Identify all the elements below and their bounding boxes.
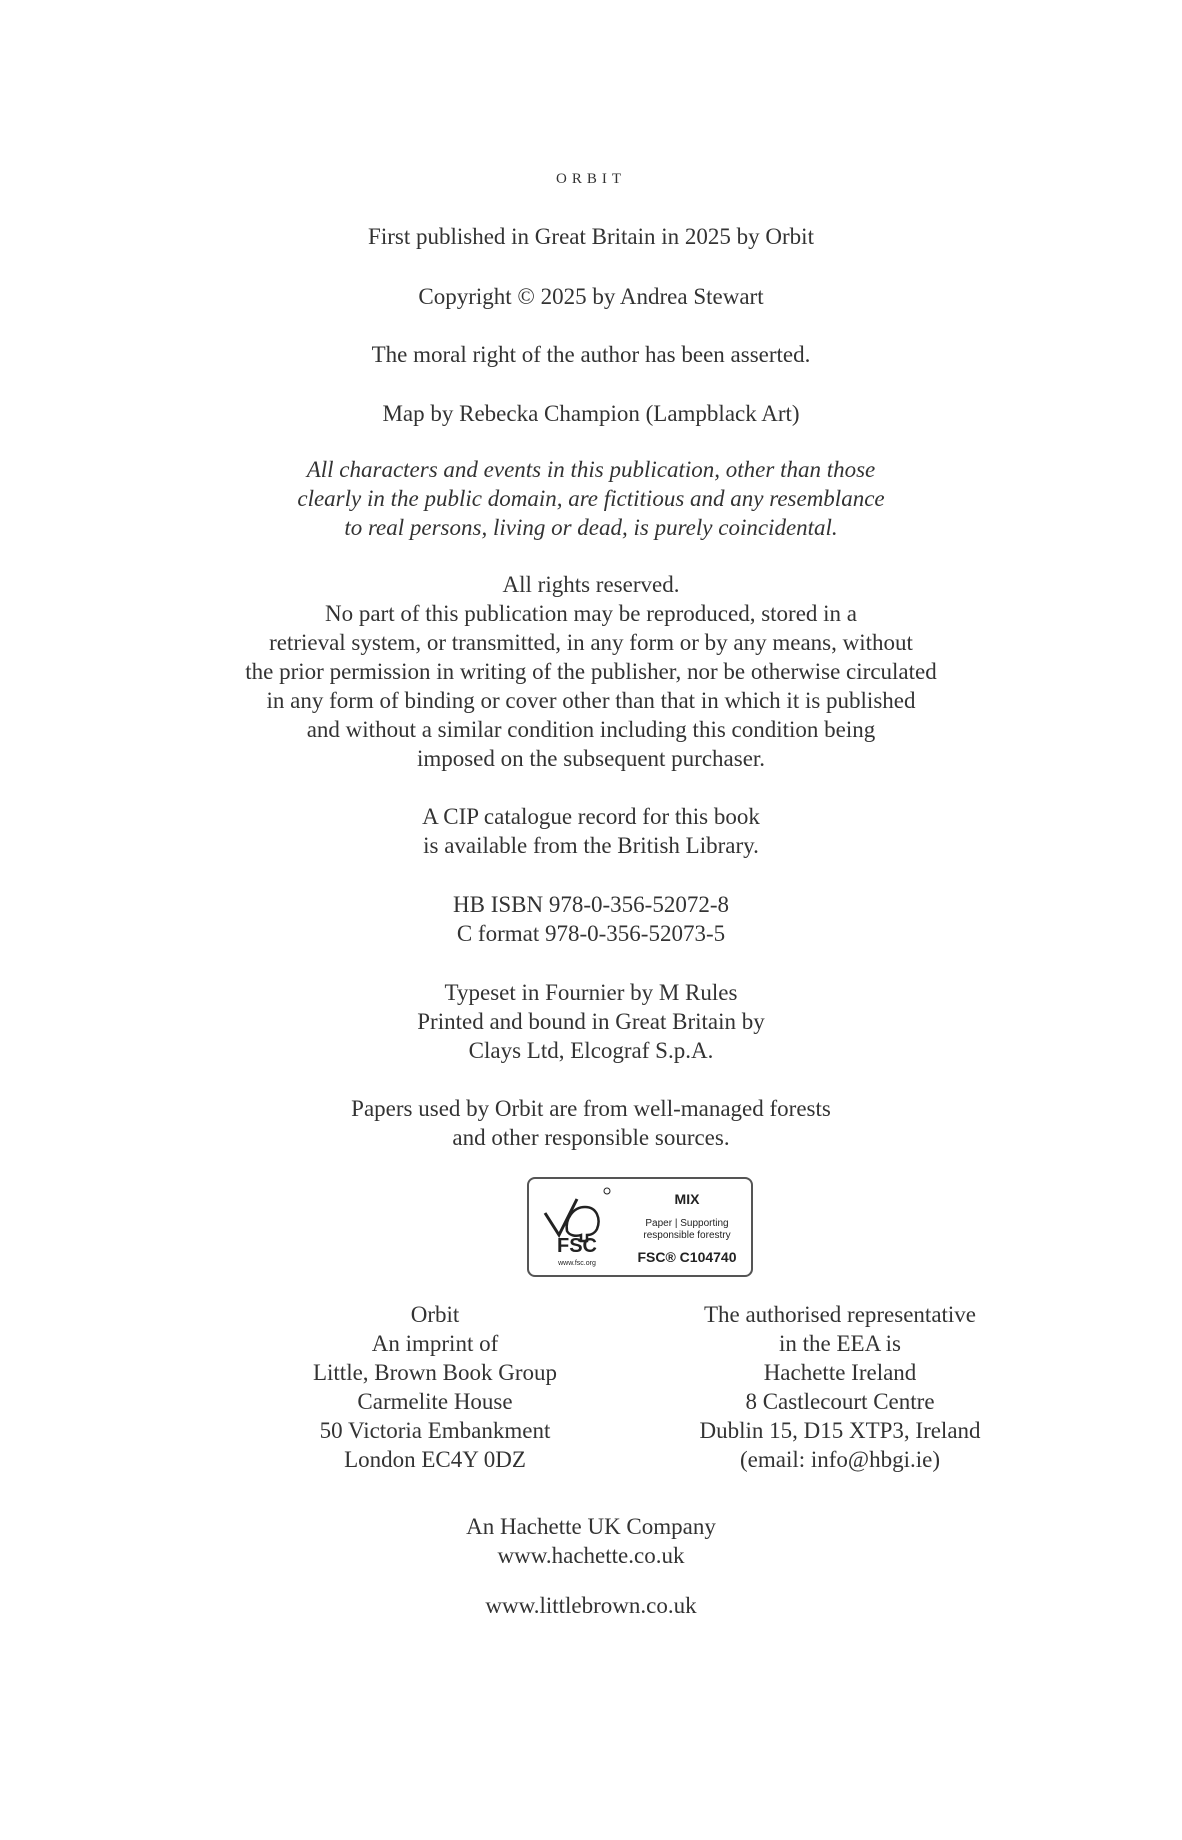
cip-line: A CIP catalogue record for this book bbox=[422, 804, 760, 829]
address-line: Little, Brown Book Group bbox=[312, 1360, 558, 1385]
map-credit-line: Map by Rebecka Champion (Lampblack Art) bbox=[382, 401, 800, 426]
address-line: London EC4Y 0DZ bbox=[344, 1447, 526, 1472]
address-line: Orbit bbox=[410, 1302, 460, 1327]
eea-representative bbox=[670, 1300, 1010, 1474]
typeset-line: Clays Ltd, Elcograf S.p.A. bbox=[468, 1038, 714, 1063]
address-line: An imprint of bbox=[371, 1331, 499, 1356]
littlebrown-url: www.littlebrown.co.uk bbox=[485, 1593, 697, 1618]
rights-line: All rights reserved. bbox=[502, 572, 680, 597]
address-line: Carmelite House bbox=[357, 1389, 513, 1414]
fsc-label bbox=[527, 1177, 753, 1277]
rights-line: and without a similar condition including this condition being bbox=[306, 717, 876, 742]
eea-line: (email: info@hbgi.ie) bbox=[739, 1447, 940, 1472]
fsc-code: FSC® C104740 bbox=[637, 1249, 737, 1265]
fsc-desc-line: responsible forestry bbox=[643, 1230, 731, 1241]
imprint-heading: ORBIT bbox=[556, 171, 626, 187]
cip-record bbox=[0, 802, 1182, 860]
copyright-line: Copyright © 2025 by Andrea Stewart bbox=[418, 284, 764, 309]
disclaimer-line: clearly in the public domain, are fictitious and any resemblance bbox=[297, 486, 885, 511]
papers-line: Papers used by Orbit are from well-managed forests bbox=[351, 1096, 831, 1121]
rights-line: imposed on the subsequent purchaser. bbox=[416, 746, 766, 771]
disclaimer-line: to real persons, living or dead, is purely coincidental. bbox=[344, 515, 838, 540]
rights-statement bbox=[0, 570, 1182, 773]
publisher-address bbox=[280, 1300, 590, 1474]
isbn-block bbox=[0, 890, 1182, 948]
fsc-url: www.fsc.org bbox=[558, 1260, 596, 1267]
cip-line: is available from the British Library. bbox=[423, 833, 759, 858]
fsc-logo-text: FSC bbox=[557, 1235, 597, 1257]
disclaimer-line: All characters and events in this publication, other than those bbox=[306, 457, 876, 482]
isbn-line: C format 978-0-356-52073-5 bbox=[456, 921, 726, 946]
eea-line: Dublin 15, D15 XTP3, Ireland bbox=[699, 1418, 981, 1443]
hachette-block bbox=[0, 1512, 1182, 1570]
rights-line: the prior permission in writing of the publisher, nor be otherwise circulated bbox=[245, 659, 937, 684]
first-published-line: First published in Great Britain in 2025 by Orbit bbox=[368, 224, 814, 249]
typeset-line: Typeset in Fournier by M Rules bbox=[444, 980, 738, 1005]
fsc-description bbox=[625, 1218, 749, 1242]
rights-line: No part of this publication may be reproduced, stored in a bbox=[324, 601, 858, 626]
fsc-desc-line: Paper | Supporting bbox=[645, 1218, 729, 1229]
address-line: 50 Victoria Embankment bbox=[319, 1418, 551, 1443]
eea-line: 8 Castlecourt Centre bbox=[745, 1389, 935, 1414]
eea-line: in the EEA is bbox=[778, 1331, 902, 1356]
fsc-mix: MIX bbox=[674, 1191, 700, 1207]
papers-statement bbox=[0, 1094, 1182, 1152]
eea-line: The authorised representative bbox=[703, 1302, 977, 1327]
moral-right-line: The moral right of the author has been asserted. bbox=[371, 342, 811, 367]
rights-line: in any form of binding or cover other than that in which it is published bbox=[266, 688, 916, 713]
isbn-line: HB ISBN 978-0-356-52072-8 bbox=[453, 892, 729, 917]
hachette-company: An Hachette UK Company bbox=[466, 1514, 716, 1539]
hachette-url: www.hachette.co.uk bbox=[497, 1543, 685, 1568]
eea-line: Hachette Ireland bbox=[763, 1360, 917, 1385]
typeset-printing-block bbox=[0, 978, 1182, 1065]
papers-line: and other responsible sources. bbox=[452, 1125, 730, 1150]
rights-line: retrieval system, or transmitted, in any form or by any means, without bbox=[269, 630, 913, 655]
typeset-line: Printed and bound in Great Britain by bbox=[417, 1009, 765, 1034]
disclaimer bbox=[0, 455, 1182, 542]
